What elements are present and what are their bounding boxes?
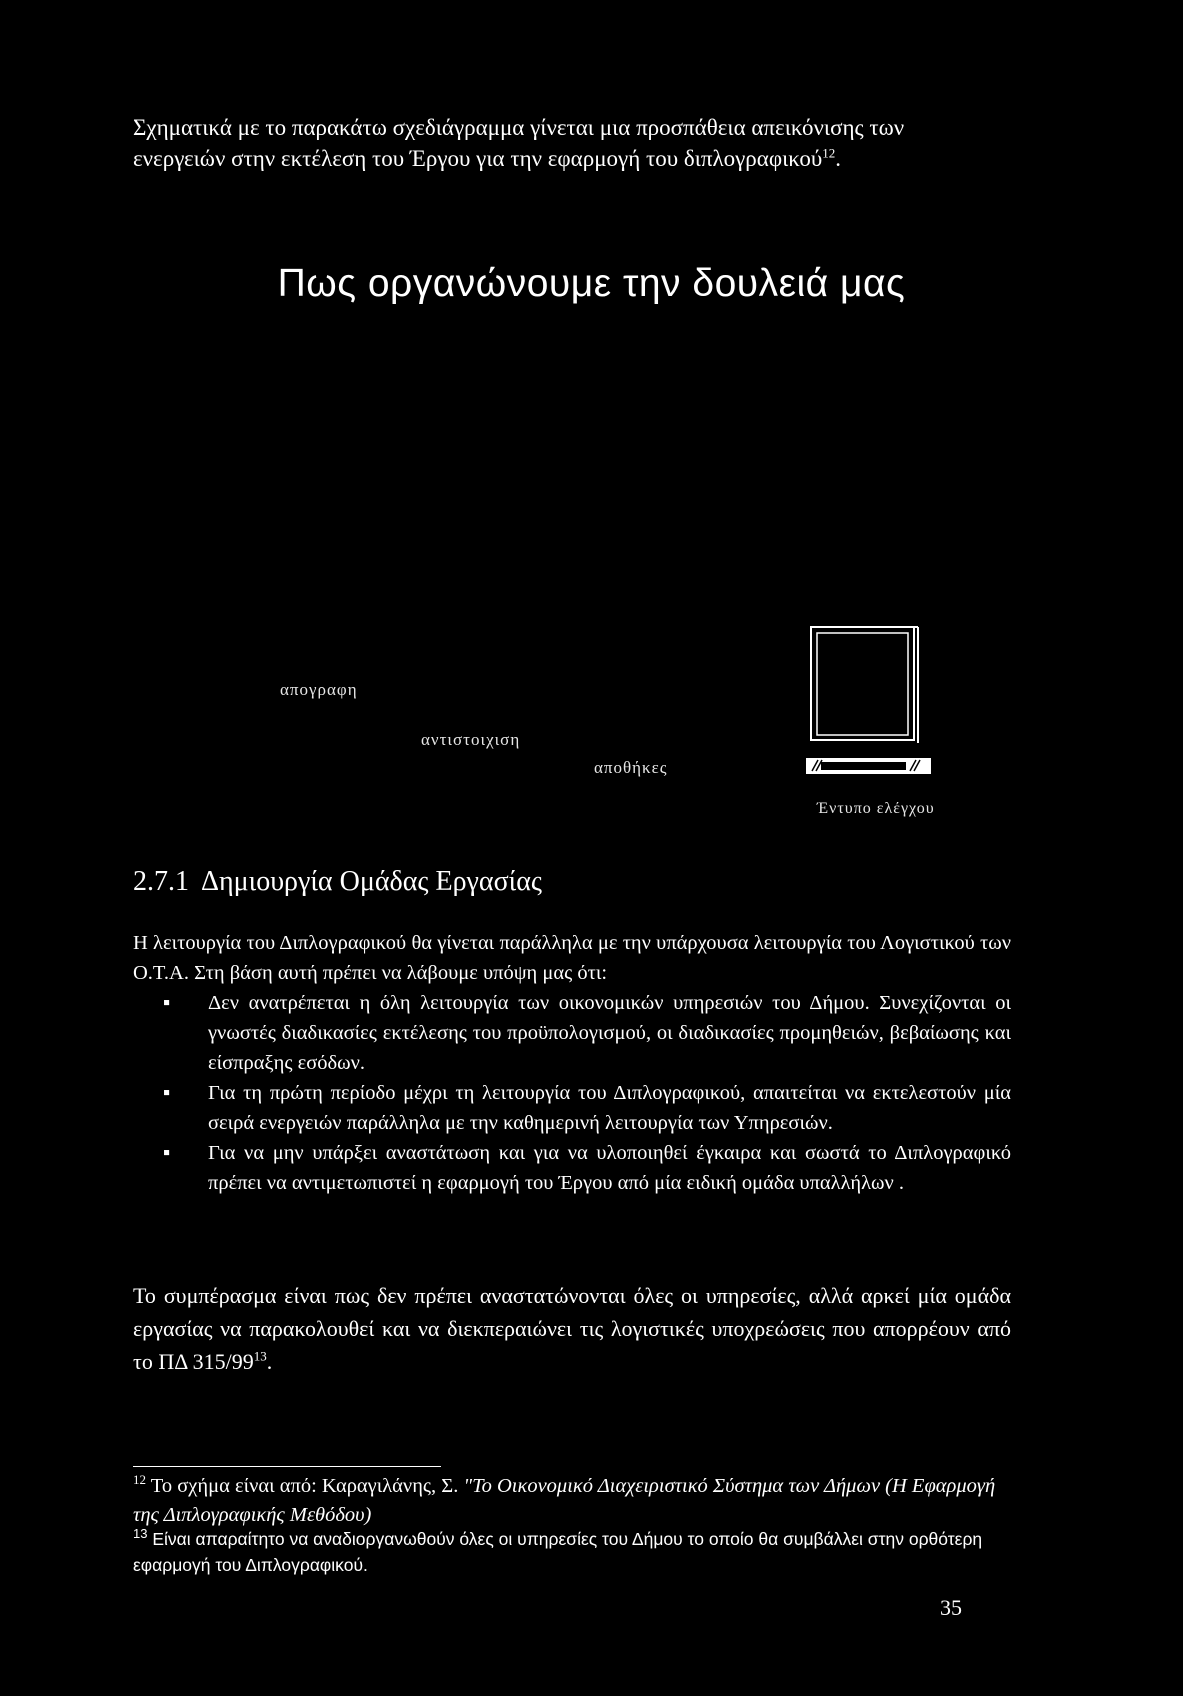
conclusion-text: Το συμπέρασμα είναι πως δεν πρέπει αναστατώνονται όλες οι υπηρεσίες, αλλά αρκεί μία ομάδα εργασίας να παρακολουθεί και να διεκπεραιώνει τις λογιστικές υποχρεώσεις που απορρέουν από το ΠΔ 315/99 (133, 1283, 1011, 1374)
bullet-marker: ▪ (163, 992, 171, 1014)
section-title: Δημιουργία Ομάδας Εργασίας (201, 866, 542, 897)
footnote-text: Το σχήμα είναι από: Καραγιλάνης, Σ. (150, 1475, 464, 1497)
intro-end: . (835, 146, 842, 171)
diagram-label-apografi: απογραφη (280, 680, 358, 699)
page-number: 35 (940, 1595, 962, 1620)
list-item-text: Για να μην υπάρξει αναστάτωση και για να υλοποιηθεί έγκαιρα και σωστά το Διπλογραφικό πρέπει να αντιμετωπιστεί η εφαρμογή του Έργου από μία ειδική ομάδα υπαλλήλων . (208, 1142, 1011, 1194)
bullet-list (133, 988, 1011, 1198)
control-form-icon (800, 625, 935, 785)
footnote-ref-13[interactable]: 13 (253, 1348, 267, 1364)
diagram-label-entypo: Έντυπο ελέγχου (817, 800, 935, 817)
footnote-text: Είναι απαραίτητο να αναδιοργανωθούν όλες οι υπηρεσίες του Δήμου το οποίο θα συμβάλλει στην ορθότερη εφαρμογή του Διπλογραφικού. (133, 1529, 983, 1575)
list-item-text: Για τη πρώτη περίοδο μέχρι τη λειτουργία του Διπλογραφικού, απαιτείται να εκτελεστούν μία σειρά ενεργειών παράλληλα με την καθημερινή λειτουργία των Υπηρεσιών. (208, 1082, 1011, 1134)
footnote-number: 13 (133, 1526, 148, 1542)
diagram-label-apothikes: αποθήκες (594, 758, 668, 777)
footnote-number: 12 (133, 1472, 146, 1488)
section-number: 2.7.1 (133, 866, 189, 897)
footnote-divider (133, 1466, 441, 1467)
footnote-ref-12[interactable]: 12 (822, 145, 836, 161)
body-paragraph: Η λειτουργία του Διπλογραφικού θα γίνεται παράλληλα με την υπάρχουσα λειτουργία του Λογιστικού των Ο.Τ.Α. Στη βάση αυτή πρέπει να λάβουμε υπόψη μας ότι: (133, 932, 1011, 984)
list-item-text: Δεν ανατρέπεται η όλη λειτουργία των οικονομικών υπηρεσιών του Δήμου. Συνεχίζονται οι γνωστές διαδικασίες εκτέλεσης του προϋπολογισμού, οι διαδικασίες προμηθειών, βεβαίωσης και είσπραξης εσόδων. (208, 992, 1011, 1074)
footnote-13 (133, 1526, 1011, 1578)
bullet-marker: ▪ (163, 1082, 171, 1104)
diagram-label-antistoixisi: αντιστοιχιση (421, 730, 521, 749)
footnote-12 (133, 1472, 1011, 1530)
list-item (133, 1138, 1011, 1198)
conclusion-end: . (266, 1349, 273, 1374)
diagram-title: Πως οργανώνουμε την δουλειά μας (277, 262, 906, 305)
section-heading (133, 866, 542, 898)
bullet-marker: ▪ (163, 1142, 171, 1164)
list-item (133, 988, 1011, 1078)
intro-paragraph (133, 112, 983, 174)
list-item (133, 1078, 1011, 1138)
intro-text: Σχηματικά με το παρακάτω σχεδιάγραμμα γίνεται μια προσπάθεια απεικόνισης των ενεργειών στην εκτέλεση του Έργου για την εφαρμογή του διπλογραφικού (133, 115, 905, 171)
conclusion-paragraph (133, 1279, 1011, 1378)
footnote-citation: "Το Οικονομικό Διαχειριστικό Σύστημα των Δήμων (Η Εφαρμογή της Διπλογραφικής Μεθόδου) (133, 1475, 996, 1526)
